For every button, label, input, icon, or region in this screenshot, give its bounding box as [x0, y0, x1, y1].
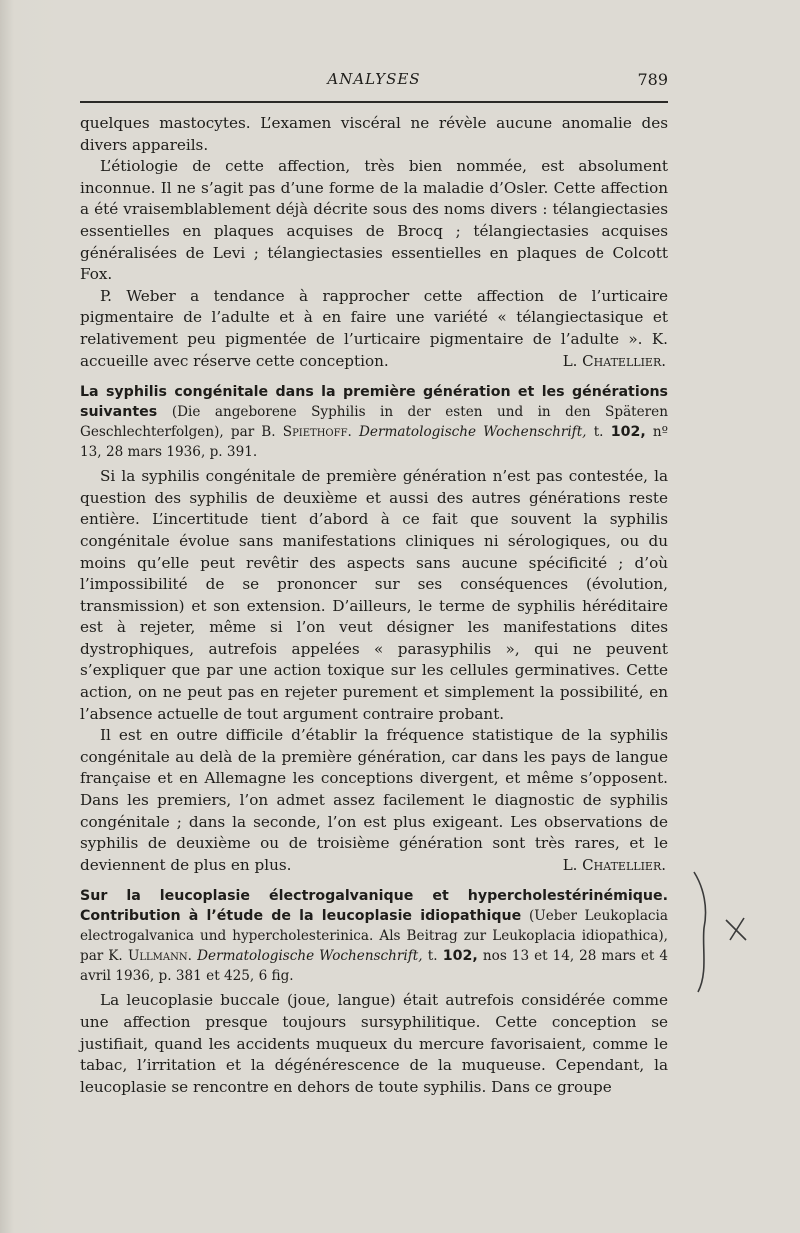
article-volume: 102, [442, 948, 478, 965]
article-2-paragraph-1: La leucoplasie buccale (joue, langue) était autrefois considérée comme une affection presque toujours sursyphilitique. Cette conception se justifiait, quand les accidents muqueux du mercure favorisaient, comme le tabac, l’irritation et la dégénérescence de la muqueuse. Cependant, la leucoplasie se rencontre en dehors de toute syphilis. Dans ce groupe [80, 991, 668, 1096]
running-title: ANALYSES [327, 70, 421, 88]
article-by: par K. [80, 948, 123, 965]
header-rule [80, 101, 668, 103]
article-heading-1 [80, 382, 668, 462]
article-1-paragraph-2-text: Il est en outre difficile d’établir la fréquence statistique de la syphilis congénitale au delà de la première génération, car dans les pays de langue française et en Allemagne les conceptions divergent, et même s’opposent. Dans les premiers, l’on admet assez facilement le diagnostic de syphilis congénitale ; dans la seconde, l’on est plus exigeant. Les observations de syphilis de deuxième ou de troisième génération sont très rares, et le deviennent de plus en plus. [80, 726, 668, 874]
article-title: La syphilis congénitale dans la première génération et les générations suivantes [80, 384, 668, 421]
article-journal: Dermatologische Wochenschrift, [359, 424, 587, 441]
intro-paragraph-3 [80, 286, 668, 372]
running-header [80, 70, 668, 94]
article-volume-prefix: t. [593, 424, 604, 441]
article-1-paragraph-2 [80, 725, 668, 876]
article-1-paragraph-1: Si la syphilis congénitale de première génération n’est pas contestée, la question des syphilis de deuxième et aussi des autres générations reste entière. L’incertitude tient d’abord à ce fait que souvent la syphilis congénitale évolue sans manifestations cliniques ni sérologiques, ou du moins qu’elle peut revêtir des aspects sans aucune spécificité ; d’où l’impossibilité de se prononcer sur ses conséquences (évolution, transmission) et son extension. D’ailleurs, le terme de syphilis héréditaire est à rejeter, même si l’on veut désigner les manifestations dites dystrophiques, autrefois appelées « parasyphilis », qui ne peuvent s’expliquer que par une action toxique sur les cellules germinatives. Cette action, on ne peut pas en rejeter purement et simplement la possibilité, en l’absence actuelle de tout argument contraire probant. [80, 467, 668, 723]
author-signature: L. Chatellier. [562, 351, 666, 370]
article-journal: Dermatologische Wochenschrift, [197, 948, 423, 965]
article-heading-2 [80, 886, 668, 986]
page-number: 789 [637, 70, 668, 89]
intro-paragraph-2: L’étiologie de cette affection, très bien nommée, est absolument inconnue. Il ne s’agit pas d’une forme de la maladie d’Osler. Cette affection a été vraisemblablement déjà décrite sous des noms divers : télangiectasies essentielles en plaques acquises de Brocq ; télangiectasies acquises généralisées de Levi ; télangiectasies essentielles en plaques de Colcott Fox. [80, 157, 668, 284]
article-original-title: (Die angeborene Syphilis in der esten und in den Späteren Geschlechterfolgen), [80, 404, 668, 441]
article-by: par B. [230, 424, 276, 441]
intro-paragraph-3-text: P. Weber a tendance à rapprocher cette affection de l’urticaire pigmentaire de l’adulte et à en faire une variété « télangiectasique et relativement peu pigmentée de l’urticaire pigmentaire de l’adulte ». K. accueille avec réserve cette conception. [80, 286, 668, 370]
page-body [80, 113, 668, 1098]
intro-paragraph-1: quelques mastocytes. L’examen viscéral ne révèle aucune anomalie des divers appareils. [80, 114, 668, 154]
article-issue: nº 13, 28 mars 1936, p. 391. [80, 424, 669, 461]
author-signature: L. Chatellier. [562, 855, 666, 874]
article-author: Spiethoff. [282, 424, 352, 441]
article-title: Sur la leucoplasie électrogalvanique et hypercholestérinémique. Contribution à l’étude de la leucoplasie idiopathique [80, 888, 668, 925]
article-volume: 102, [610, 424, 646, 441]
article-original-title: (Ueber Leukoplacia electrogalvanica und hypercholesterinica. Als Beitrag zur Leukoplacia idiopathica), [80, 908, 668, 945]
article-issue: nos 13 et 14, 28 mars et 4 avril 1936, p. 381 et 425, 6 fig. [80, 948, 669, 985]
article-volume-prefix: t. [427, 948, 438, 965]
article-author: Ullmann. [127, 948, 192, 965]
pencil-annotation-icon [690, 868, 760, 998]
